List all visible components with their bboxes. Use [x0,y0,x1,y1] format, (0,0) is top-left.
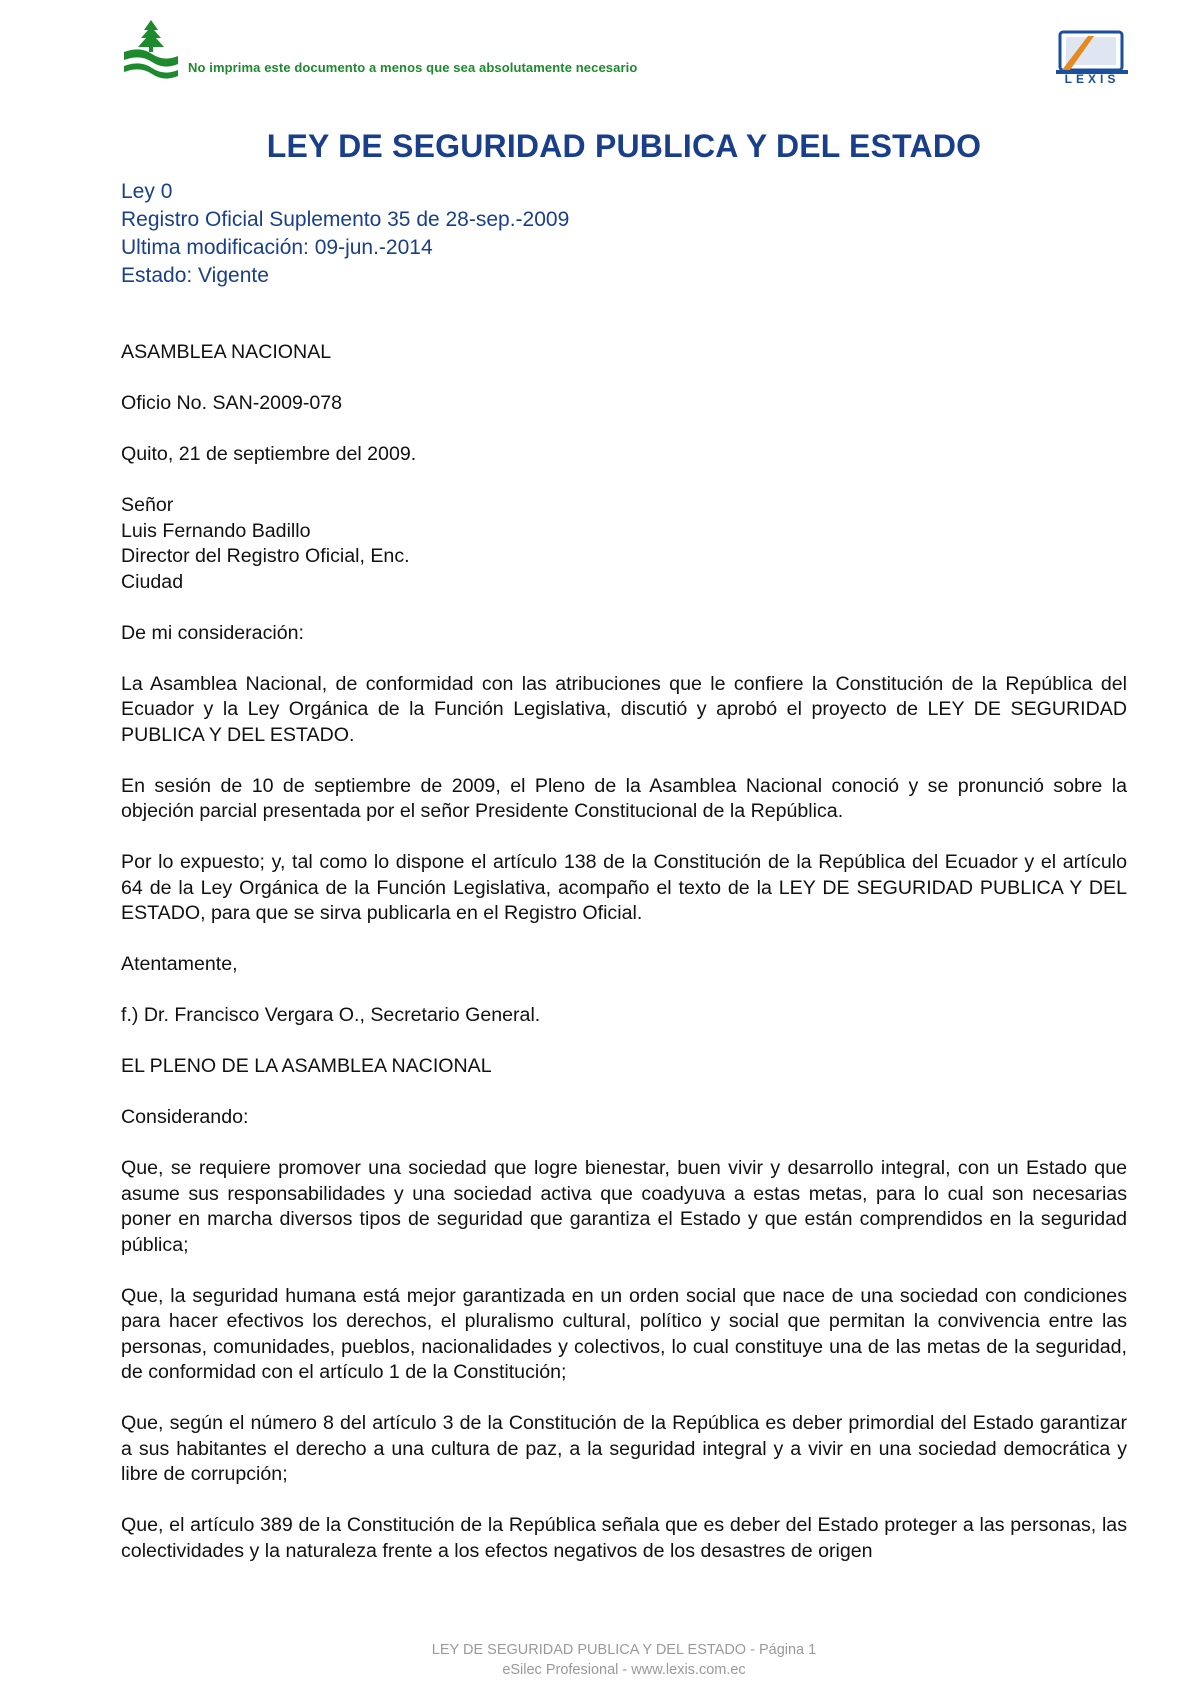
footer-page-label: LEY DE SEGURIDAD PUBLICA Y DEL ESTADO - Página 1 [431,1642,817,1658]
recipient-block [121,493,1127,595]
paragraph: En sesión de 10 de septiembre de 2009, el Pleno de la Asamblea Nacional conoció y se pronunció sobre la objeción parcial presentada por el señor Presidente Constitucional de la República. [121,774,1127,822]
meta-registro: Registro Oficial Suplemento 35 de 28-sep.-2009 [121,208,570,231]
eco-notice: No imprima este documento a menos que sea absolutamente necesario [188,60,638,75]
considerando-paragraph: Que, la seguridad humana está mejor garantizada en un orden social que nace de una sociedad con condiciones para hacer efectivos los derechos, el pluralismo cultural, político y social que permitan la convivencia entre las personas, comunidades, pueblos, nacionalidades y colectivos, lo cual constituye una de las metas de la seguridad, de conformidad con el artículo 1 de la Constitución; [121,1284,1127,1383]
eco-tree-logo-icon [120,18,182,80]
page-header [0,0,1200,100]
recipient-title: Director del Registro Oficial, Enc. [121,545,410,567]
meta-ley: Ley 0 [121,180,173,203]
asamblea-heading: ASAMBLEA NACIONAL [121,341,332,363]
considerando-heading: Considerando: [121,1106,249,1128]
considerando-paragraph: Que, el artículo 389 de la Constitución de la República señala que es deber del Estado proteger a las personas, las colectividades y la naturaleza frente a los efectos negativos de los desastres de origen [121,1514,1127,1562]
recipient-salutation: Señor [121,494,174,516]
recipient-city: Ciudad [121,570,184,593]
meta-estado: Estado: Vigente [121,264,269,287]
document-meta [121,178,569,290]
oficio-number: Oficio No. SAN-2009-078 [121,392,343,414]
lexis-label: LEXIS [1064,72,1120,86]
closing: Atentamente, [121,953,238,975]
page-title: LEY DE SEGURIDAD PUBLICA Y DEL ESTADO [266,128,982,164]
recipient-name: Luis Fernando Badillo [121,519,311,542]
paragraph: Por lo expuesto; y, tal como lo dispone el artículo 138 de la Constitución de la República del Ecuador y el artículo 64 de la Ley Orgánica de la Función Legislativa, acompaño el texto de la LEY DE SEGURIDAD PUBLICA Y DEL ESTADO, para que se sirva publicarla en el Registro Oficial. [121,851,1127,924]
considerando-paragraph: Que, según el número 8 del artículo 3 de la Constitución de la República es deber primordial del Estado garantizar a sus habitantes el derecho a una cultura de paz, a la seguridad integral y a vivir en una sociedad democrática y libre de corrupción; [121,1412,1127,1485]
paragraph: La Asamblea Nacional, de conformidad con las atribuciones que le confiere la Constitución de la República del Ecuador y la Ley Orgánica de la Función Legislativa, discutió y aprobó el proyecto de LEY DE SEGURIDAD PUBLICA Y DEL ESTADO. [121,672,1127,746]
signature: f.) Dr. Francisco Vergara O., Secretario General. [121,1004,541,1026]
pleno-heading: EL PLENO DE LA ASAMBLEA NACIONAL [121,1055,492,1077]
letter-date: Quito, 21 de septiembre del 2009. [121,443,417,465]
considerando-paragraph: Que, se requiere promover una sociedad que logre bienestar, buen vivir y desarrollo integral, con un Estado que asume sus responsabilidades y una sociedad activa que coadyuva a estas metas, para lo cual son necesarias poner en marcha diversos tipos de seguridad que garantiza el Estado y que están comprendidos en la seguridad pública; [121,1157,1127,1256]
document-body [121,340,1127,1590]
page-footer [0,1640,1200,1680]
greeting: De mi consideración: [121,621,304,644]
meta-modificacion: Ultima modificación: 09-jun.-2014 [121,236,433,259]
footer-site: eSilec Profesional - www.lexis.com.ec [502,1662,746,1678]
